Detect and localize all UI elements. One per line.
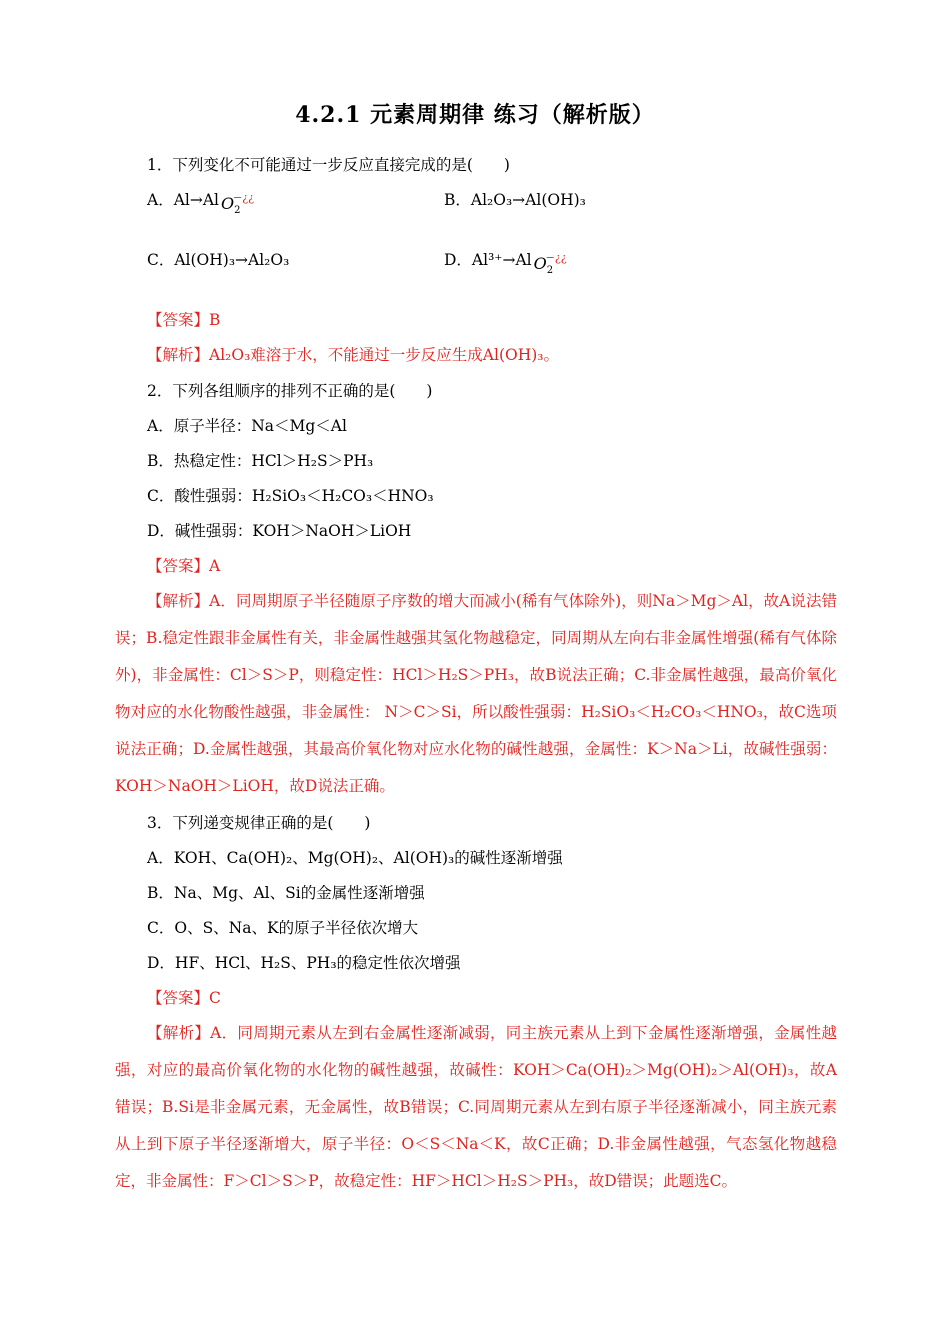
- q1-d-sup: −¿¿: [545, 251, 567, 264]
- q1-a-sub: 2: [234, 205, 241, 217]
- q1-option-c: C．Al(OH)₃→Al₂O₃: [147, 251, 290, 269]
- q1-a-sup: −¿¿: [232, 191, 254, 204]
- q1-option-d-formula: [532, 250, 580, 277]
- q1-a-o: O: [220, 194, 235, 213]
- q1-option-b: B．Al₂O₃→Al(OH)₃: [444, 191, 586, 209]
- q1-d-sub: 2: [546, 265, 554, 277]
- q1-d-o: O: [533, 254, 547, 273]
- q2-option-c: C．酸性强弱：H₂SiO₃＜H₂CO₃＜HNO₃: [147, 487, 434, 505]
- q3-option-c: C．O、S、Na、K的原子半径依次增大: [147, 919, 419, 937]
- q1-option-a: [147, 190, 267, 217]
- q3-option-a: A．KOH、Ca(OH)₂、Mg(OH)₂、Al(OH)₃的碱性逐渐增强: [147, 849, 563, 867]
- q1-answer: 【答案】B: [147, 311, 221, 329]
- q3-analysis: 【解析】A．同周期元素从左到右金属性逐渐减弱，同主族元素从上到下金属性逐渐增强，金属性越强，对应的最高价氧化物的水化物的碱性越强，故碱性：KOH＞Ca(OH)₂＞Mg(OH)₂＞Al(OH)₃，故A错误；B.Si是非金属元素，无金属性，故B错误；C.同周期元素从左到右原子半径逐渐减小，同主族元素从上到下原子半径逐渐增大，原子半径：O＜S＜Na＜K，故C正确；D.非金属性越强，气态氢化物越稳定，非金属性：F＞Cl＞S＞P，故稳定性：HF＞HCl＞H₂S＞PH₃，故D错误；此题选C。: [115, 1024, 837, 1190]
- q1-stem: 1．下列变化不可能通过一步反应直接完成的是( ): [147, 156, 510, 174]
- q3-option-b: B．Na、Mg、Al、Si的金属性逐渐增强: [147, 884, 425, 902]
- q3-answer: 【答案】C: [147, 989, 221, 1007]
- q1-analysis: 【解析】Al₂O₃难溶于水，不能通过一步反应生成Al(OH)₃。: [147, 346, 559, 364]
- q2-answer: 【答案】A: [147, 557, 221, 575]
- page-title: 4.2.1 元素周期律 练习（解析版）: [295, 102, 655, 128]
- q2-stem: 2．下列各组顺序的排列不正确的是( ): [147, 382, 433, 400]
- q1-option-d-text: D．Al³⁺→Al: [444, 251, 532, 269]
- q1-option-a-formula: [219, 190, 267, 217]
- q2-option-b: B．热稳定性：HCl＞H₂S＞PH₃: [147, 452, 374, 470]
- q3-option-d: D．HF、HCl、H₂S、PH₃的稳定性依次增强: [147, 954, 461, 972]
- q1-option-d: [444, 250, 580, 277]
- q2-option-d: D．碱性强弱：KOH＞NaOH＞LiOH: [147, 522, 412, 540]
- q2-option-a: A．原子半径：Na＜Mg＜Al: [147, 417, 347, 435]
- q2-analysis: 【解析】A．同周期原子半径随原子序数的增大而减小(稀有气体除外)，则Na＞Mg＞Al，故A说法错误；B.稳定性跟非金属性有关，非金属性越强其氢化物越稳定，同周期从左向右非金属性增强(稀有气体除外)，非金属性：Cl＞S＞P，则稳定性：HCl＞H₂S＞PH₃，故B说法正确；C.非金属性越强，最高价氧化物对应的水化物酸性越强，非金属性： N＞C＞Si，所以酸性强弱：H₂SiO₃＜H₂CO₃＜HNO₃，故C选项说法正确；D.金属性越强，其最高价氧化物对应水化物的碱性越强，金属性：K＞Na＞Li，故碱性强弱：KOH＞NaOH＞LiOH，故D说法正确。: [115, 592, 837, 795]
- q3-stem: 3．下列递变规律正确的是( ): [147, 814, 371, 832]
- q1-option-a-text: A．Al→Al: [147, 191, 219, 209]
